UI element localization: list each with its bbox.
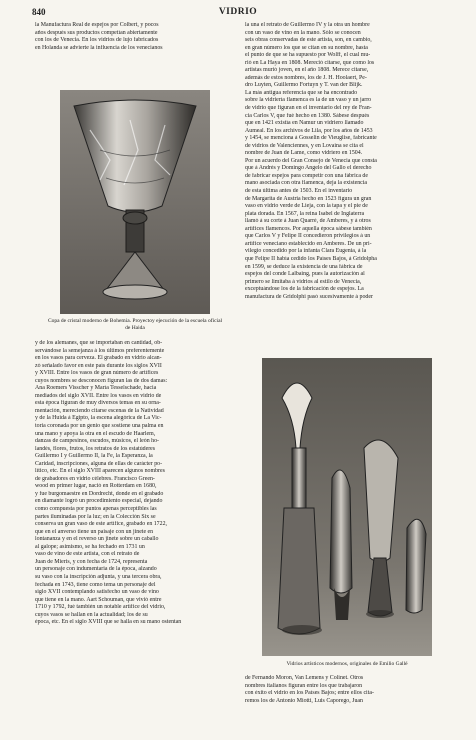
text-line: la una el retrato de Guillermo IV y la otra un hombre — [245, 22, 370, 28]
text-line: de vidrio que figuran en el inventario del rey de Fran- — [245, 105, 372, 112]
text-line: y de la Huida á Egipto, la escena alegórica de La Vic- — [35, 415, 162, 422]
running-title: VIDRIO — [218, 7, 258, 17]
text-line: llamó á su corte á Juan Quarré, de Amberes, y á otros — [245, 218, 371, 225]
text-line: que en el anverso tiene un paisaje con un jinete en — [35, 528, 154, 535]
galle-glassware-figure — [262, 358, 432, 656]
text-line: mentación, mereciendo citarse escenas de la Natividad — [35, 407, 164, 414]
text-line: dro Luyten, Guillermo Fortuyn y T. van der Blijk. — [245, 82, 363, 89]
text-line: Caridad, inscripciones, alguna de ellas de carácter po- — [35, 460, 163, 467]
text-line: de fabricar espejos para competir con una fábrica de — [245, 172, 368, 179]
text-line: vaso de vino de este artista, con el retrato de — [35, 551, 140, 558]
text-line: de Fernando Moron, Van Lemens y Colinet. Otros — [245, 675, 364, 681]
text-line: una mano y apoya la otra en el escudo de Haarlem, — [35, 430, 156, 437]
text-line: La más antigua referencia que se ha encontrado — [245, 89, 358, 96]
text-line: espejos del conde Lalbaing, pues la autorización al — [245, 271, 365, 278]
text-line: época, etc. En el siglo XVIII que se halla en su mano ostentan — [35, 619, 182, 626]
text-line: que Felipe II había cedido los Países Bajos, á Gridolpha — [245, 255, 377, 262]
goblet-illustration — [60, 90, 210, 314]
text-line: Por un acuerdo del Gran Consejo de Venecia que consta — [245, 157, 377, 164]
text-line: artífice veneciano establecido en Amberes. De un pri- — [245, 240, 372, 247]
text-line: mano asociada con otra flamenca, deja la existencia — [245, 180, 368, 187]
text-line: en 1599, se deduce la existencia de una fábrica de — [245, 263, 363, 270]
text-line: cia Carlos V, que fué hecho en 1380. Sábese después — [245, 112, 370, 119]
text-line: nombres italianos figuran entre los que trabajaron — [245, 682, 363, 689]
text-line: wood en primer lugar, nació en Rotterdam en 1680, — [35, 483, 157, 490]
text-line: cuyos vasos se hallan en la actualidad; los de su — [35, 611, 148, 618]
text-line: sobre la vidriería flamenca es la de un vaso y un jarro — [245, 97, 372, 104]
text-line: su vaso con la inscripción adjunta, y una tercera obra, — [35, 573, 162, 580]
text-line: artífices flamencos. Por aquella época sábese también — [245, 225, 372, 232]
text-line: toria coronada por un genio que sostiene una palma en — [35, 423, 164, 430]
column-a — [35, 22, 233, 52]
text-line: vaso en vidrio verde de Lieja, con la tapa y el pie de — [245, 203, 368, 210]
text-line: danzas de campesinos, escudos, músicos, el león ho- — [35, 438, 159, 445]
text-line: en diamante logró un procedimiento especial, dejando — [35, 498, 163, 505]
text-line: con éxito el vidrio en los Países Bajos; entre ellos cita- — [245, 690, 374, 697]
text-line: en los vasos para cerveza. El grabado en vidrio alcan- — [35, 355, 162, 362]
text-line: Vidrios artísticos modernos, originales de Emilio Gallé — [286, 661, 408, 667]
text-line: rió en La Haya en 1808. Mereció citarse, que como los — [245, 59, 375, 66]
text-line: el punto de que se ha supuesto por Wolff, el cual mu- — [245, 52, 371, 59]
text-line: 1710 y 1792, fué también un notable artífice del vidrio, — [35, 604, 166, 611]
text-line: Aumeal. En los archivos de Lila, por los años de 1453 — [245, 127, 373, 134]
column-c — [245, 22, 443, 301]
text-line: y 1454, se menciona á Gosselin de Vieuglise, fabricante — [245, 135, 377, 142]
text-line: lítico, etc. En el siglo XVIII aparecen algunos nombres — [35, 468, 165, 475]
text-line: en gran número los que se citan en su nombre, hasta — [245, 44, 368, 51]
text-line: zó señalado favor en este país durante los siglos XVII — [35, 362, 162, 369]
text-line: fechada en 1743, tiene como tema un personaje del — [35, 581, 156, 588]
text-line: siglo XVII contemplando satisfecho un vaso de vino — [35, 589, 159, 596]
text-line: la Manufactura Real de espejos por Colbert, y pocos — [35, 22, 159, 28]
text-line: como compuesta por puntos apenas perceptibles las — [35, 506, 157, 513]
text-line: años después sus productos competían abiertamente — [35, 29, 158, 36]
text-line: y de los alemanes, que se importaban en cantidad, ob- — [35, 340, 163, 346]
text-line: plata dorada. En 1567, la reina Isabel de Inglaterra — [245, 210, 365, 217]
text-line: landés, flores, frutos, los retratos de los estatúderes — [35, 445, 156, 452]
text-line: conserva un gran vaso de este artífice, grabado en 1722, — [35, 521, 167, 528]
text-line: mediados del siglo XVII. Entre los vasos en vidrio de — [35, 392, 162, 399]
text-line: remos los de Antonio Miotti, Luis Caporego, Juan — [245, 697, 363, 704]
text-line: de vidrios de Valenciennes, y en Lovaina se cita el — [245, 142, 364, 149]
bohemian-crystal-goblet-figure — [60, 90, 210, 314]
text-line: partes iluminadas por la luz; en la Colección Six se — [35, 513, 156, 520]
text-line: que á Andrés y Domingo Angelo del Gallo el derecho — [245, 165, 372, 172]
text-line: de Margarita de Austria hecho en 1523 figura un gran — [245, 195, 372, 202]
text-line: de esta última antes de 1503. En el inventario — [245, 188, 353, 195]
text-line: Copa de cristal moderno de Bohemia. Proyecto — [47, 318, 152, 324]
text-line: al galope; asimismo, se ha fechado en 1731 un — [35, 543, 145, 550]
text-line: en Holanda se advierte la influencia de los venecianos — [35, 44, 163, 51]
text-line: y fue burgomaestre en Dordrecht, donde en el grabado — [35, 490, 164, 497]
text-line: Juan de Mieris, y con fecha de 1724, representa — [35, 558, 148, 565]
text-line: con los de Venecia. En los vidrios de lujo fabricados — [35, 37, 159, 44]
text-line: que en 1421 existía en Namur un vidriero llamado — [245, 120, 364, 127]
text-line: artistas murió joven, en el año 1808. Merece citarse, — [245, 67, 369, 74]
page-number: 840 — [32, 7, 46, 17]
text-line: servándose la semejanza á los últimos preferentemente — [35, 347, 165, 354]
text-line: con un vaso de vino en la mano. Sólo se conocen — [245, 29, 361, 36]
text-line: de grabadores en vidrio célebres. Francisco Green- — [35, 475, 155, 482]
text-line: que tiene en la mano. Aart Schouman, que vivió entre — [35, 596, 162, 603]
text-line: un personaje con indumentaria de la época, alzando — [35, 566, 157, 573]
text-line: y XVIII. Entre los vasos de gran número de artífices — [35, 370, 159, 377]
text-line: que Carlos V y Felipe II concedieron privilegios á un — [245, 233, 371, 240]
text-line: cuyos nombres se desconocen figuran las de dos damas: — [35, 377, 168, 384]
column-d — [245, 675, 443, 705]
figure-caption-galle — [262, 661, 432, 668]
page-header — [32, 7, 444, 21]
text-line: vilegio concedido por la infanta Clara Eugenia, á la — [245, 248, 367, 255]
text-line: y ejecución de la escuela oficial de Haida — [125, 318, 223, 331]
text-line: manufactura de Gridolphi pasó sucesivamente á poder — [245, 293, 373, 300]
text-line: nombre de Juan de Lame, como vidriero en 1504. — [245, 150, 363, 157]
column-b — [35, 340, 233, 627]
text-line: primero se limitaba á vidrios al estilo de Venecia, — [245, 278, 362, 285]
text-line: Ana Roemers Visscher y María Tesselschade, hacia — [35, 385, 157, 392]
galle-vases-illustration — [262, 358, 432, 656]
text-line: seis obras conservadas de este artista, son, en cambio, — [245, 37, 372, 44]
figure-caption-goblet — [45, 318, 225, 332]
text-line: Guillermo I y Guillermo II, la Fe, la Esperanza, la — [35, 453, 153, 460]
text-line: además de estos nombres, los de J. H. Hoolaert, Pe- — [245, 74, 367, 81]
text-line: exceptuándose los de la fabricación de espejos. La — [245, 286, 364, 293]
text-line: esta época figuran de muy diversos temas en su orna- — [35, 400, 161, 407]
text-line: lontananza y en el reverso un jinete sobre un caballo — [35, 536, 159, 543]
